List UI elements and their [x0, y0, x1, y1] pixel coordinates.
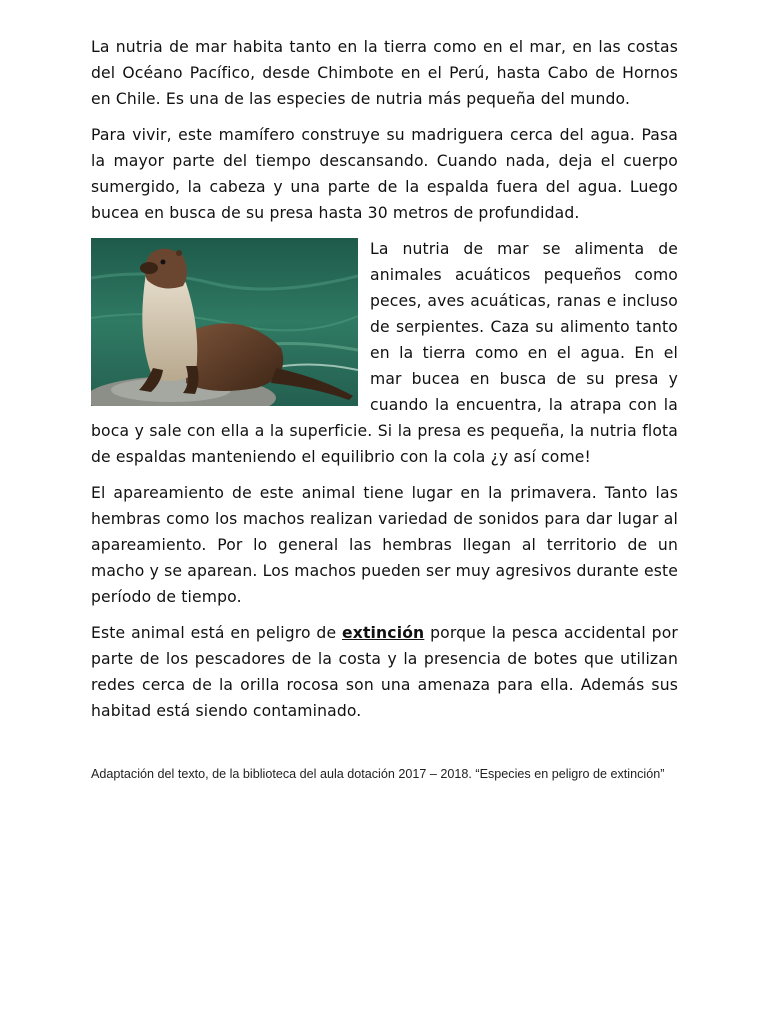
otter-photo: [91, 238, 358, 406]
paragraph-burrow: Para vivir, este mamífero construye su madriguera cerca del agua. Pasa la mayor parte del tiempo descansando. Cuando nada, deja el cuerpo sumergido, la cabeza y una parte de la espalda fuera del agua. Luego bucea en busca de su presa hasta 30 metros de profundidad.: [91, 126, 678, 222]
threats-text-before: Este animal está en peligro de: [91, 624, 343, 642]
paragraph-habitat: La nutria de mar habita tanto en la tierra como en el mar, en las costas del Océano Pacífico, desde Chimbote en el Perú, hasta Cabo de Hornos en Chile. Es una de las especies de nutria más pequeña del mundo.: [91, 38, 678, 108]
paragraph-threats: [91, 620, 678, 724]
paragraph-mating: El apareamiento de este animal tiene lugar en la primavera. Tanto las hembras como los machos realizan variedad de sonidos para dar lugar al apareamiento. Por lo general las hembras llegan al territorio de un macho y se aparean. Los machos pueden ser muy agresivos durante este período de tiempo.: [91, 484, 678, 606]
keyword-extincion: extinción: [342, 624, 425, 642]
paragraph-diet: La nutria de mar se alimenta de animales acuáticos pequeños como peces, aves acuáticas, ranas e incluso de serpientes. Caza su alimento tanto en la tierra como en el agua. En el mar bucea en busca de su presa y cuando la encuentra, la atrapa con la boca y sale con ella a la superficie. Si la presa es pequeña, la nutria flota de espaldas manteniendo el equilibrio con la cola ¿y así come!: [91, 240, 678, 466]
source-caption: Adaptación del texto, de la biblioteca del aula dotación 2017 – 2018. “Especies en peligro de extinción”: [91, 767, 665, 781]
threats-text-after: porque la pesca accidental por parte de los pescadores de la costa y la presencia de botes que utilizan redes cerca de la orilla rocosa son una amenaza para ella. Además sus habitad está siendo contaminado.: [91, 624, 678, 720]
